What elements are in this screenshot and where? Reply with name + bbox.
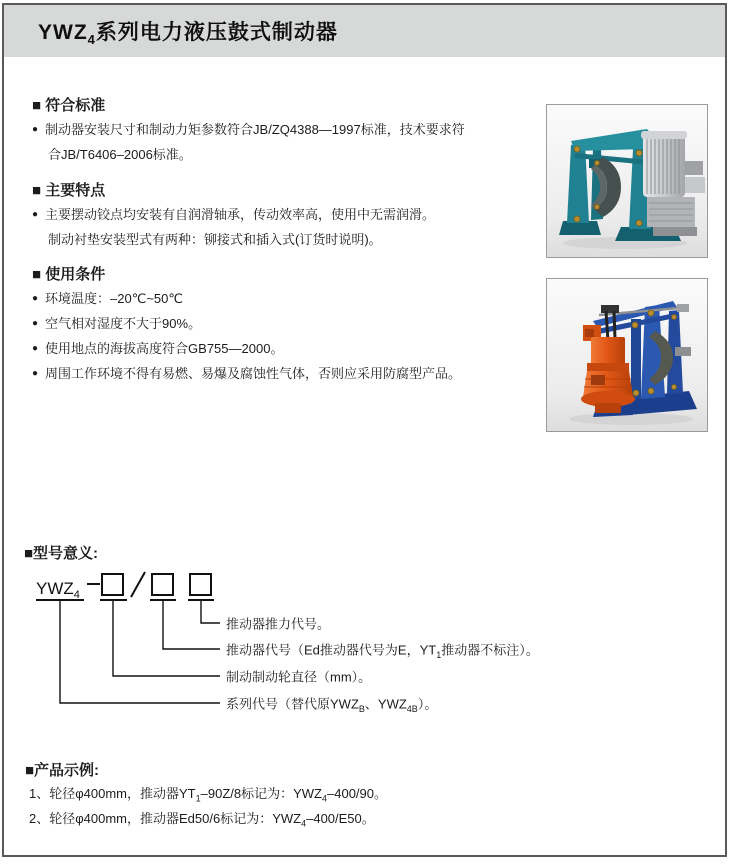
model-label-thruster-code: 推动器代号（Ed推动器代号为E，$YT_1$推动器不标注）。 xyxy=(226,642,539,661)
model-code-schematic xyxy=(24,570,234,720)
brake-photo-1-illustration xyxy=(547,105,707,257)
product-image-brake-orange-thruster xyxy=(546,278,708,432)
bullet-icon: ● xyxy=(32,209,39,220)
model-code-text: $YWZ_4$ xyxy=(36,579,80,601)
bullet-icon: ● xyxy=(32,343,39,354)
conditions-text-1: 环境温度：–20℃~50℃ xyxy=(45,291,183,306)
brake-photo-2-illustration xyxy=(547,279,707,431)
model-label-wheel-diameter: 制动制动轮直径（mm）。 xyxy=(226,669,372,685)
document-page xyxy=(2,3,727,857)
features-bullet xyxy=(32,206,435,223)
conditions-item xyxy=(32,315,201,332)
model-label-series-code: 系列代号（替代原$YWZ_B$、$YWZ_{4B}$）。 xyxy=(226,696,438,715)
conditions-text-3: 使用地点的海拔高度符合GB755—2000。 xyxy=(45,341,284,356)
example-1: 1、轮径φ400mm，推动器$YT_1-90Z/8$标记为：$YWZ_4-400/90$。 xyxy=(29,786,388,804)
conditions-text-2: 空气相对湿度不大于90%。 xyxy=(45,316,202,331)
features-text-line1: 主要摆动铰点均安装有自润滑轴承，传动效率高，使用中无需润滑。 xyxy=(45,207,436,222)
bullet-icon: ● xyxy=(32,318,39,329)
example-2: 2、轮径φ400mm，推动器Ed50/6标记为：$YWZ_4-400/E50$。 xyxy=(29,811,375,829)
standards-bullet xyxy=(32,121,465,138)
title-series-code: YWZ xyxy=(38,21,88,44)
page-title xyxy=(38,16,338,46)
bullet-icon: ● xyxy=(32,124,39,135)
product-image-brake-silver-thruster xyxy=(546,104,708,258)
conditions-item xyxy=(32,365,461,382)
bullet-icon: ● xyxy=(32,293,39,304)
page-header xyxy=(4,5,725,57)
title-series-subscript: 4 xyxy=(87,32,96,48)
section-heading-conditions: ■ 使用条件 xyxy=(32,266,106,283)
standards-text-line2: 合JB/T6406–2006标准。 xyxy=(48,147,192,162)
model-code-diagram xyxy=(24,570,724,720)
section-heading-features: ■ 主要特点 xyxy=(32,182,106,199)
standards-text-line1: 制动器安装尺寸和制动力矩参数符合JB/ZQ4388—1997标准，技术要求符 xyxy=(45,122,465,137)
features-text-line2: 制动衬垫安装型式有两种：铆接式和插入式(订货时说明)。 xyxy=(48,232,382,247)
section-heading-examples: ■产品示例: xyxy=(25,762,100,779)
conditions-text-4: 周围工作环境不得有易燃、易爆及腐蚀性气体，否则应采用防腐型产品。 xyxy=(45,366,462,381)
title-text: 系列电力液压鼓式制动器 xyxy=(95,21,338,44)
conditions-item xyxy=(32,290,183,307)
section-heading-model: ■型号意义: xyxy=(24,545,99,562)
section-heading-standards: ■ 符合标准 xyxy=(32,97,106,114)
bullet-icon: ● xyxy=(32,368,39,379)
model-label-thrust-code: 推动器推力代号。 xyxy=(226,616,331,632)
conditions-item xyxy=(32,340,283,357)
